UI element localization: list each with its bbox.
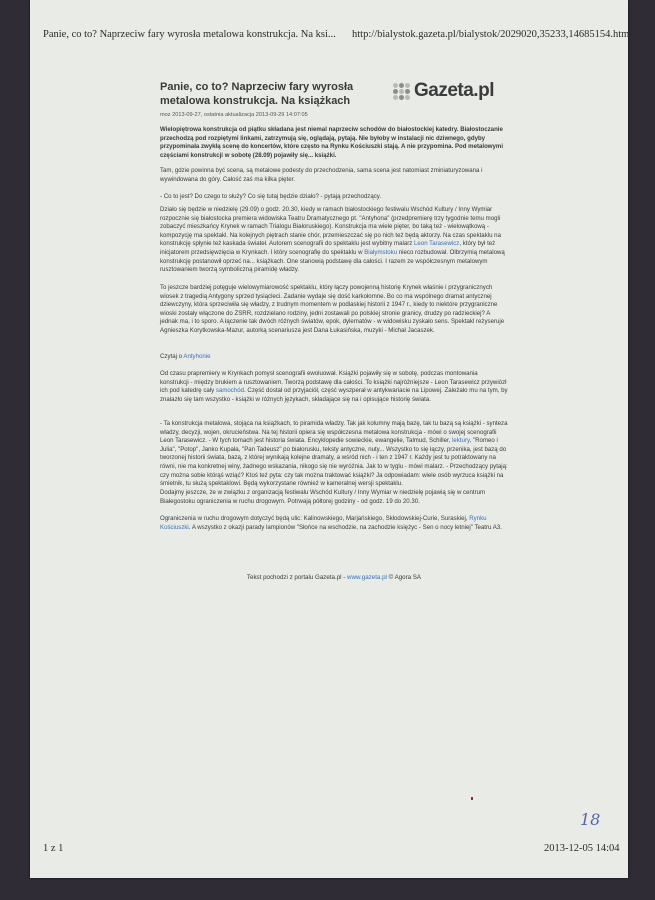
paragraph-5: Od czasu prapremiery w Krynkach pomysł scenografii ewoluował. Książki pojawiły się w sobotę, podczas montowania konstrukcji - między brukiem a rusztowaniem. Tworzą podstawę dla całości. To książki najróżniejsze - Leon Tarasewicz przywiózł ich pod katedrę cały samochód. Część dostał od przyjaciół, część wyszperał w antykwariacie na Lipowej. Zależało mu na tym, by znalazło się tam wszystko - książki w różnych językach, składające się na i opisujące historię świata. xyxy=(160,370,508,403)
paragraph-7: Dodajmy jeszcze, że w związku z organizacją festiwalu Wschód Kultury / Inny Wymiar w niedzielę pojawią się w centrum Białegostoku ograniczenia w ruchu drogowym. Potrwają półtorej godziny - od godz. 19 do 20.30. xyxy=(160,489,486,505)
handwritten-note: 18 xyxy=(580,810,601,829)
link-gazeta[interactable]: www.gazeta.pl xyxy=(347,574,387,581)
print-datetime: 2013-12-05 14:04 xyxy=(544,843,620,854)
print-page-number: 1 z 1 xyxy=(43,843,64,854)
link-antyhona[interactable]: Antyhonie xyxy=(183,353,211,360)
logo-dots-icon xyxy=(393,83,410,100)
gazeta-logo xyxy=(393,80,494,102)
paragraph-1: Tam, gdzie powinna być scena, są metalowe podesty do przechodzenia, sama scena jest natomiast zminiaturyzowana i wywindowana do góry. Całość zaś ma kilka pięter. xyxy=(160,167,483,183)
link-lektury[interactable]: lektury xyxy=(452,437,470,445)
link-bialystok[interactable]: Białymstoku xyxy=(364,248,398,256)
logo-text: Gazeta.pl xyxy=(414,80,494,101)
print-header-title: Panie, co to? Naprzeciw fary wyrosła metalowa konstrukcja. Na ksi... xyxy=(43,29,336,40)
paragraph-2: - Co to jest? Do czego to służy? Co się tutaj będzie działo? - pytają przechodzący. xyxy=(160,193,382,200)
link-samochod[interactable]: samochód xyxy=(215,387,245,395)
link-rynku-kosciuszki[interactable]: Rynku Kościuszki xyxy=(160,515,487,531)
source-note: Tekst pochodzi z portalu Gazeta.pl - www.gazeta.pl © Agora SA xyxy=(246,574,422,581)
read-more: Czytaj o Antyhonie xyxy=(160,353,211,360)
paragraph-6: - Ta konstrukcja metalowa, stojąca na książkach, to piramida władzy. Tak jak kolumny mają bazę, tak tu bazą są książki - synteza władzy, decyzji, wojen, okrucieństwa. Na tej historii opiera się współczesna metalowa konstrukcja - mówi o swojej scenografii Leon Tarasewicz. - W tych tomach jest historia świata. Encyklopedie sowieckie, ewangelie, Talmud, Schiller, lektury, "Romeo i Julia", "Potop", Janko Kupała, "Pan Tadeusz" po białorusku, teksty antyczne, nuty... Wszystko to się łączy, przenika, jest bazą do tworzonej historii świata, bazą, z której wynikają kolejne dramaty, a wśród nich - i ten z 1947 r. Każdy jest tu potraktowany na równi, nie ma konkretnej winy, żadnego wskazania, nikogo się nie wyróżnia. Jak to w tyglu - mówi malarz. - Przechodzący pytają: czy można sobie którąś wziąć? Ktoś też pyta: czy tak można traktować książki? Ja odpowiadam: wiele osób wyrzuca książki na śmietnik, tu służą spektaklowi. Będą wykorzystane również w kameralnej wersji spektaklu. xyxy=(160,420,508,488)
print-header-url: http://bialystok.gazeta.pl/bialystok/2029020,35233,14685154.html xyxy=(352,29,633,40)
ink-mark xyxy=(471,797,473,800)
paragraph-8: Ograniczenia w ruchu drogowym dotyczyć będą ulic: Kalinowskiego, Marjańskiego, Skłodowskiej-Curie, Suraskiej, Rynku Kościuszki. A wszystko z okazji parady lampionów "Słońce na wschodzie, na zachodzie księżyc - Sen o nocy letniej" Teatru A3. xyxy=(160,515,502,531)
article-lead: Wielopiętrowa konstrukcja od piątku składana jest niemal naprzeciw schodów do białostockiej katedry. Białostoczanie przechodzą pod rozpiętymi linkami, zatrzymują się, oglądają, pytają. Nie byłoby w instalacji nic dziwnego, gdyby przypominała zwykłą scenę do koncertów, które często na Rynku Kościuszki stają. A nie przypomina. Pod metalowymi częściami konstrukcji w sobotę (28.09) pojawiły się... książki. xyxy=(160,126,504,159)
paragraph-3: Działo się będzie w niedzielę (29.09) o godz. 20.30, kiedy w ramach białostockiego festiwalu Wschód Kultury / Inny Wymiar rozpocznie się białostocka premiera widowiska Teatru Dramatycznego pt. "Antyhona" (przedpremierę trzy tygodnie temu mogli zobaczyć mieszkańcy Krynek w ramach Trialogu Białoruskiego). Konstrukcja ma wiele pięter, bo taką też - wielowątkową - kompozycję ma spektakl. Na kolejnych piętrach stanie chór, przemieszczać się po nich też będą aktorzy. Na czas spektaklu na konstrukcję spłynie też kaskada świateł. Autorem scenografii do spektaklu jest wybitny malarz Leon Tarasewicz, który był też inicjatorem przedsięwzięcia w Krynkach. I który scenografię do spektaklu w Białymstoku nieco rozbudował. Olbrzymią metalową konstrukcję postanowił oprzeć na... książkach. One stanowią podstawę dla całości. I razem ze współczesnym metalowym rusztowaniem tworzą symboliczną piramidę władzy. xyxy=(160,206,505,274)
paragraph-4: To jeszcze bardziej potęguje wielowymiarowość spektaklu, który łączy powojenną historię Krynek właśnie i przygranicznych wiosek z tragedią Antygony sprzed tysiącleci. Zadanie wydaje się dość karkołomne. Bo co ma wspólnego dramat antycznej dziewczyny, która sprzeciwiła się władzy, z trudnym momentem w podlaskiej historii z 1947 r., kiedy to niektóre przygraniczne wioski zostały włączone do ZSRR, rozdzielano rodziny, jedni zostawali po polskiej stronie granicy, drudzy po radzieckiej? A jednak ma, i to sporo. A łączenie tak dwóch różnych światów, epok, dylematów - w widowisku zyskało sens. Spektakl reżyseruje Agnieszka Korytkowska-Mazur, autorką scenariusza jest Dana Łukasińska, muzyki - Michał Jacaszek. xyxy=(160,284,505,334)
link-leon-tarasewicz[interactable]: Leon Tarasewicz xyxy=(414,240,460,248)
article-byline: moz 2013-09-27, ostatnia aktualizacja 2013-09-29 14:07:05 xyxy=(160,112,308,118)
article-title: Panie, co to? Naprzeciw fary wyrosła metalowa konstrukcja. Na książkach xyxy=(160,81,354,107)
